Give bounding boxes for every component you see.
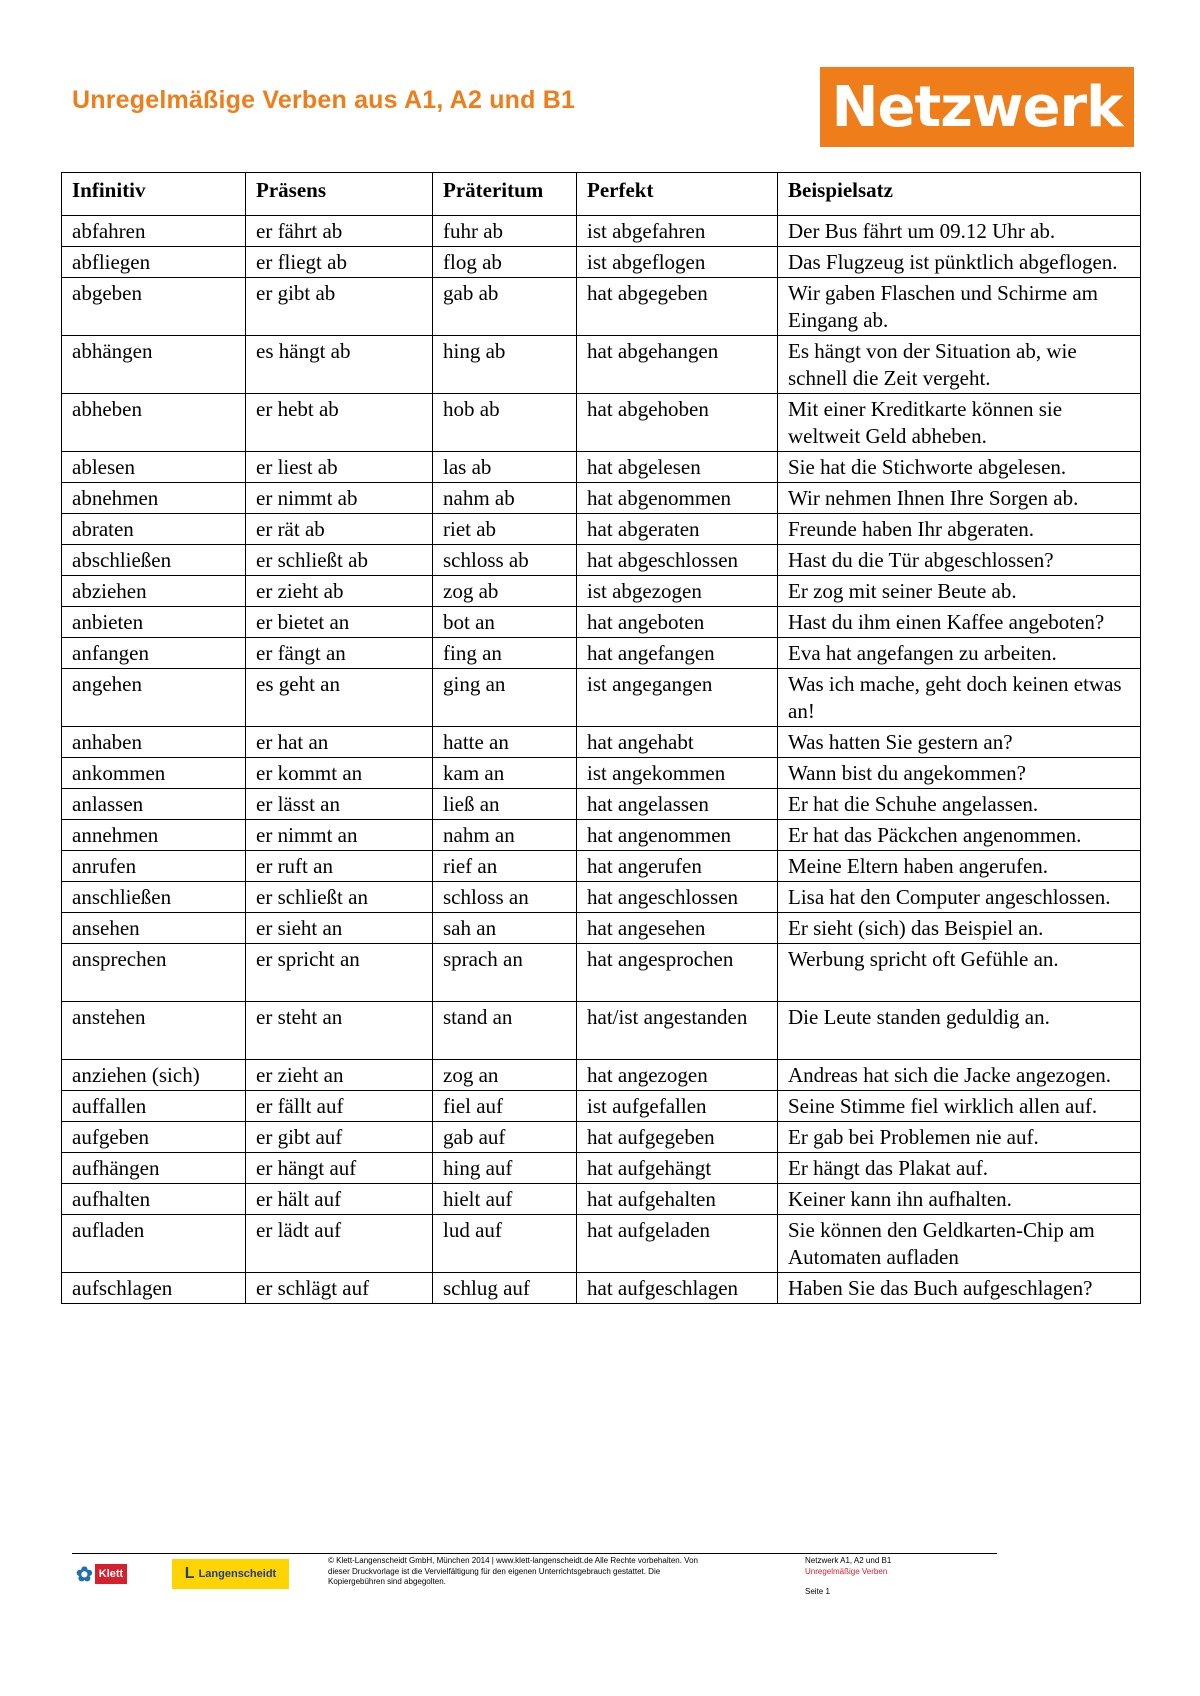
table-cell: ansprechen: [62, 944, 246, 1002]
table-row: [62, 452, 1141, 483]
table-cell: ging an: [433, 669, 577, 727]
table-cell: er zieht an: [246, 1060, 433, 1091]
table-cell: hat angefangen: [577, 638, 778, 669]
table-cell: ist abgefahren: [577, 216, 778, 247]
table-cell: Er hat das Päckchen angenommen.: [778, 820, 1141, 851]
table-cell: fiel auf: [433, 1091, 577, 1122]
table-cell: Werbung spricht oft Gefühle an.: [778, 944, 1141, 1002]
column-header: Präteritum: [433, 173, 577, 216]
table-cell: er hält auf: [246, 1184, 433, 1215]
table-cell: Hast du ihm einen Kaffee angeboten?: [778, 607, 1141, 638]
table-cell: ließ an: [433, 789, 577, 820]
table-cell: abziehen: [62, 576, 246, 607]
verb-table-body: [62, 216, 1141, 1304]
table-cell: er sieht an: [246, 913, 433, 944]
table-cell: hat angeschlossen: [577, 882, 778, 913]
table-cell: Das Flugzeug ist pünktlich abgeflogen.: [778, 247, 1141, 278]
table-cell: er fällt auf: [246, 1091, 433, 1122]
table-cell: er lässt an: [246, 789, 433, 820]
table-cell: er gibt ab: [246, 278, 433, 336]
table-cell: hat angesprochen: [577, 944, 778, 1002]
netzwerk-logo: Netzwerk: [820, 67, 1134, 147]
table-cell: Hast du die Tür abgeschlossen?: [778, 545, 1141, 576]
table-cell: Haben Sie das Buch aufgeschlagen?: [778, 1273, 1141, 1304]
table-cell: angehen: [62, 669, 246, 727]
table-cell: hat abgenommen: [577, 483, 778, 514]
table-cell: ist angekommen: [577, 758, 778, 789]
table-cell: hat abgegeben: [577, 278, 778, 336]
table-cell: er liest ab: [246, 452, 433, 483]
column-header: Infinitiv: [62, 173, 246, 216]
table-cell: Sie können den Geldkarten-Chip am Automaten aufladen: [778, 1215, 1141, 1273]
table-cell: ankommen: [62, 758, 246, 789]
footer-book-info: [805, 1556, 985, 1598]
table-cell: hatte an: [433, 727, 577, 758]
column-header: Beispielsatz: [778, 173, 1141, 216]
table-cell: auffallen: [62, 1091, 246, 1122]
table-cell: gab auf: [433, 1122, 577, 1153]
table-row: [62, 1153, 1141, 1184]
table-row: [62, 576, 1141, 607]
table-cell: hat aufgeladen: [577, 1215, 778, 1273]
table-cell: ablesen: [62, 452, 246, 483]
table-cell: Es hängt von der Situation ab, wie schnell die Zeit vergeht.: [778, 336, 1141, 394]
table-row: [62, 1215, 1141, 1273]
footer-course: Netzwerk A1, A2 und B1: [805, 1556, 892, 1565]
table-row: [62, 545, 1141, 576]
table-cell: aufladen: [62, 1215, 246, 1273]
table-row: [62, 1060, 1141, 1091]
table-cell: anbieten: [62, 607, 246, 638]
table-cell: abfliegen: [62, 247, 246, 278]
table-cell: anrufen: [62, 851, 246, 882]
table-row: [62, 216, 1141, 247]
table-cell: Der Bus fährt um 09.12 Uhr ab.: [778, 216, 1141, 247]
table-cell: hat/ist angestanden: [577, 1002, 778, 1060]
table-cell: Wir gaben Flaschen und Schirme am Eingang ab.: [778, 278, 1141, 336]
table-cell: anhaben: [62, 727, 246, 758]
table-cell: Er hat die Schuhe angelassen.: [778, 789, 1141, 820]
table-cell: ist angegangen: [577, 669, 778, 727]
table-cell: kam an: [433, 758, 577, 789]
table-cell: er nimmt ab: [246, 483, 433, 514]
table-cell: Mit einer Kreditkarte können sie weltweit Geld abheben.: [778, 394, 1141, 452]
table-cell: er steht an: [246, 1002, 433, 1060]
table-cell: er nimmt an: [246, 820, 433, 851]
table-row: [62, 1184, 1141, 1215]
footer-divider: [72, 1553, 997, 1554]
table-cell: er ruft an: [246, 851, 433, 882]
table-row: [62, 514, 1141, 545]
table-row: [62, 944, 1141, 1002]
table-row: [62, 758, 1141, 789]
table-cell: Sie hat die Stichworte abgelesen.: [778, 452, 1141, 483]
table-cell: riet ab: [433, 514, 577, 545]
table-cell: schloss an: [433, 882, 577, 913]
table-cell: gab ab: [433, 278, 577, 336]
table-cell: Was ich mache, geht doch keinen etwas an!: [778, 669, 1141, 727]
table-row: [62, 913, 1141, 944]
footer-topic: Unregelmäßige Verben: [805, 1566, 888, 1576]
table-cell: Seine Stimme fiel wirklich allen auf.: [778, 1091, 1141, 1122]
langenscheidt-logo-text: Langenscheidt: [198, 1568, 277, 1580]
table-cell: hat angerufen: [577, 851, 778, 882]
table-cell: er fährt ab: [246, 216, 433, 247]
table-cell: hat abgeschlossen: [577, 545, 778, 576]
table-cell: hob ab: [433, 394, 577, 452]
table-row: [62, 789, 1141, 820]
table-cell: hat angezogen: [577, 1060, 778, 1091]
table-cell: anlassen: [62, 789, 246, 820]
table-cell: hat angeboten: [577, 607, 778, 638]
table-cell: lud auf: [433, 1215, 577, 1273]
table-cell: Wir nehmen Ihnen Ihre Sorgen ab.: [778, 483, 1141, 514]
table-cell: er gibt auf: [246, 1122, 433, 1153]
table-cell: abhängen: [62, 336, 246, 394]
table-cell: hat abgelesen: [577, 452, 778, 483]
table-cell: er fliegt ab: [246, 247, 433, 278]
table-cell: schloss ab: [433, 545, 577, 576]
copyright-notice: © Klett-Langenscheidt GmbH, München 2014 | www.klett-langenscheidt.de Alle Rechte vorbehalten. Von dieser Druckvorlage ist die Vervielfältigung für den eigenen Unterrichtsgebrauch gestattet. Die Kopiergebühren sind abgegolten.: [328, 1556, 698, 1586]
klett-logo-text: Klett: [95, 1564, 127, 1584]
table-row: [62, 483, 1141, 514]
table-cell: er fängt an: [246, 638, 433, 669]
table-cell: las ab: [433, 452, 577, 483]
klett-logo: [76, 1560, 140, 1588]
table-cell: abraten: [62, 514, 246, 545]
table-row: [62, 336, 1141, 394]
column-header: Präsens: [246, 173, 433, 216]
table-cell: aufhalten: [62, 1184, 246, 1215]
table-cell: zog ab: [433, 576, 577, 607]
table-cell: hat angelassen: [577, 789, 778, 820]
table-cell: hat angehabt: [577, 727, 778, 758]
table-row: [62, 727, 1141, 758]
table-cell: anziehen (sich): [62, 1060, 246, 1091]
table-cell: Eva hat angefangen zu arbeiten.: [778, 638, 1141, 669]
table-row: [62, 247, 1141, 278]
table-cell: Freunde haben Ihr abgeraten.: [778, 514, 1141, 545]
table-cell: sah an: [433, 913, 577, 944]
table-cell: ansehen: [62, 913, 246, 944]
table-cell: er rät ab: [246, 514, 433, 545]
page-title: Unregelmäßige Verben aus A1, A2 und B1: [72, 86, 576, 114]
table-cell: er schließt an: [246, 882, 433, 913]
table-cell: flog ab: [433, 247, 577, 278]
table-cell: rief an: [433, 851, 577, 882]
table-cell: Andreas hat sich die Jacke angezogen.: [778, 1060, 1141, 1091]
table-cell: aufschlagen: [62, 1273, 246, 1304]
table-cell: Er hängt das Plakat auf.: [778, 1153, 1141, 1184]
table-cell: abgeben: [62, 278, 246, 336]
page-number: Seite 1: [805, 1587, 830, 1596]
langenscheidt-logo: [172, 1559, 289, 1589]
table-cell: aufgeben: [62, 1122, 246, 1153]
table-cell: zog an: [433, 1060, 577, 1091]
table-cell: er schließt ab: [246, 545, 433, 576]
table-cell: er hängt auf: [246, 1153, 433, 1184]
table-cell: hat aufgehängt: [577, 1153, 778, 1184]
table-cell: sprach an: [433, 944, 577, 1002]
table-row: [62, 278, 1141, 336]
klett-mark-icon: ✿: [76, 1563, 93, 1586]
table-row: [62, 1122, 1141, 1153]
table-header-row: [62, 173, 1141, 216]
table-row: [62, 607, 1141, 638]
table-cell: er hat an: [246, 727, 433, 758]
table-cell: Keiner kann ihn aufhalten.: [778, 1184, 1141, 1215]
table-cell: hielt auf: [433, 1184, 577, 1215]
table-cell: Lisa hat den Computer angeschlossen.: [778, 882, 1141, 913]
table-cell: hat angenommen: [577, 820, 778, 851]
table-row: [62, 1091, 1141, 1122]
table-cell: hat abgeraten: [577, 514, 778, 545]
table-cell: ist aufgefallen: [577, 1091, 778, 1122]
langenscheidt-l-icon: L: [184, 1565, 195, 1582]
table-cell: Meine Eltern haben angerufen.: [778, 851, 1141, 882]
table-cell: Er sieht (sich) das Beispiel an.: [778, 913, 1141, 944]
table-cell: hat abgehoben: [577, 394, 778, 452]
table-cell: abfahren: [62, 216, 246, 247]
verb-table: [61, 172, 1141, 1304]
table-cell: er hebt ab: [246, 394, 433, 452]
table-row: [62, 882, 1141, 913]
table-cell: Er gab bei Problemen nie auf.: [778, 1122, 1141, 1153]
table-cell: er bietet an: [246, 607, 433, 638]
table-cell: er kommt an: [246, 758, 433, 789]
table-cell: er schlägt auf: [246, 1273, 433, 1304]
table-cell: abheben: [62, 394, 246, 452]
table-cell: es geht an: [246, 669, 433, 727]
table-cell: bot an: [433, 607, 577, 638]
table-cell: abschließen: [62, 545, 246, 576]
table-cell: Er zog mit seiner Beute ab.: [778, 576, 1141, 607]
table-cell: er zieht ab: [246, 576, 433, 607]
table-row: [62, 820, 1141, 851]
table-cell: stand an: [433, 1002, 577, 1060]
table-cell: abnehmen: [62, 483, 246, 514]
table-cell: hat abgehangen: [577, 336, 778, 394]
table-cell: nahm ab: [433, 483, 577, 514]
table-cell: Die Leute standen geduldig an.: [778, 1002, 1141, 1060]
table-row: [62, 394, 1141, 452]
table-cell: hat aufgeschlagen: [577, 1273, 778, 1304]
column-header: Perfekt: [577, 173, 778, 216]
table-row: [62, 1273, 1141, 1304]
table-cell: ist abgezogen: [577, 576, 778, 607]
table-cell: hat angesehen: [577, 913, 778, 944]
table-cell: anstehen: [62, 1002, 246, 1060]
table-cell: hing ab: [433, 336, 577, 394]
table-cell: ist abgeflogen: [577, 247, 778, 278]
table-cell: schlug auf: [433, 1273, 577, 1304]
table-cell: er spricht an: [246, 944, 433, 1002]
table-cell: er lädt auf: [246, 1215, 433, 1273]
table-cell: fuhr ab: [433, 216, 577, 247]
table-cell: hing auf: [433, 1153, 577, 1184]
table-cell: anfangen: [62, 638, 246, 669]
table-cell: hat aufgegeben: [577, 1122, 778, 1153]
table-row: [62, 851, 1141, 882]
table-row: [62, 638, 1141, 669]
table-cell: anschließen: [62, 882, 246, 913]
table-cell: fing an: [433, 638, 577, 669]
table-row: [62, 1002, 1141, 1060]
table-cell: annehmen: [62, 820, 246, 851]
table-cell: Wann bist du angekommen?: [778, 758, 1141, 789]
table-cell: nahm an: [433, 820, 577, 851]
table-cell: aufhängen: [62, 1153, 246, 1184]
table-row: [62, 669, 1141, 727]
table-cell: hat aufgehalten: [577, 1184, 778, 1215]
table-cell: Was hatten Sie gestern an?: [778, 727, 1141, 758]
table-cell: es hängt ab: [246, 336, 433, 394]
